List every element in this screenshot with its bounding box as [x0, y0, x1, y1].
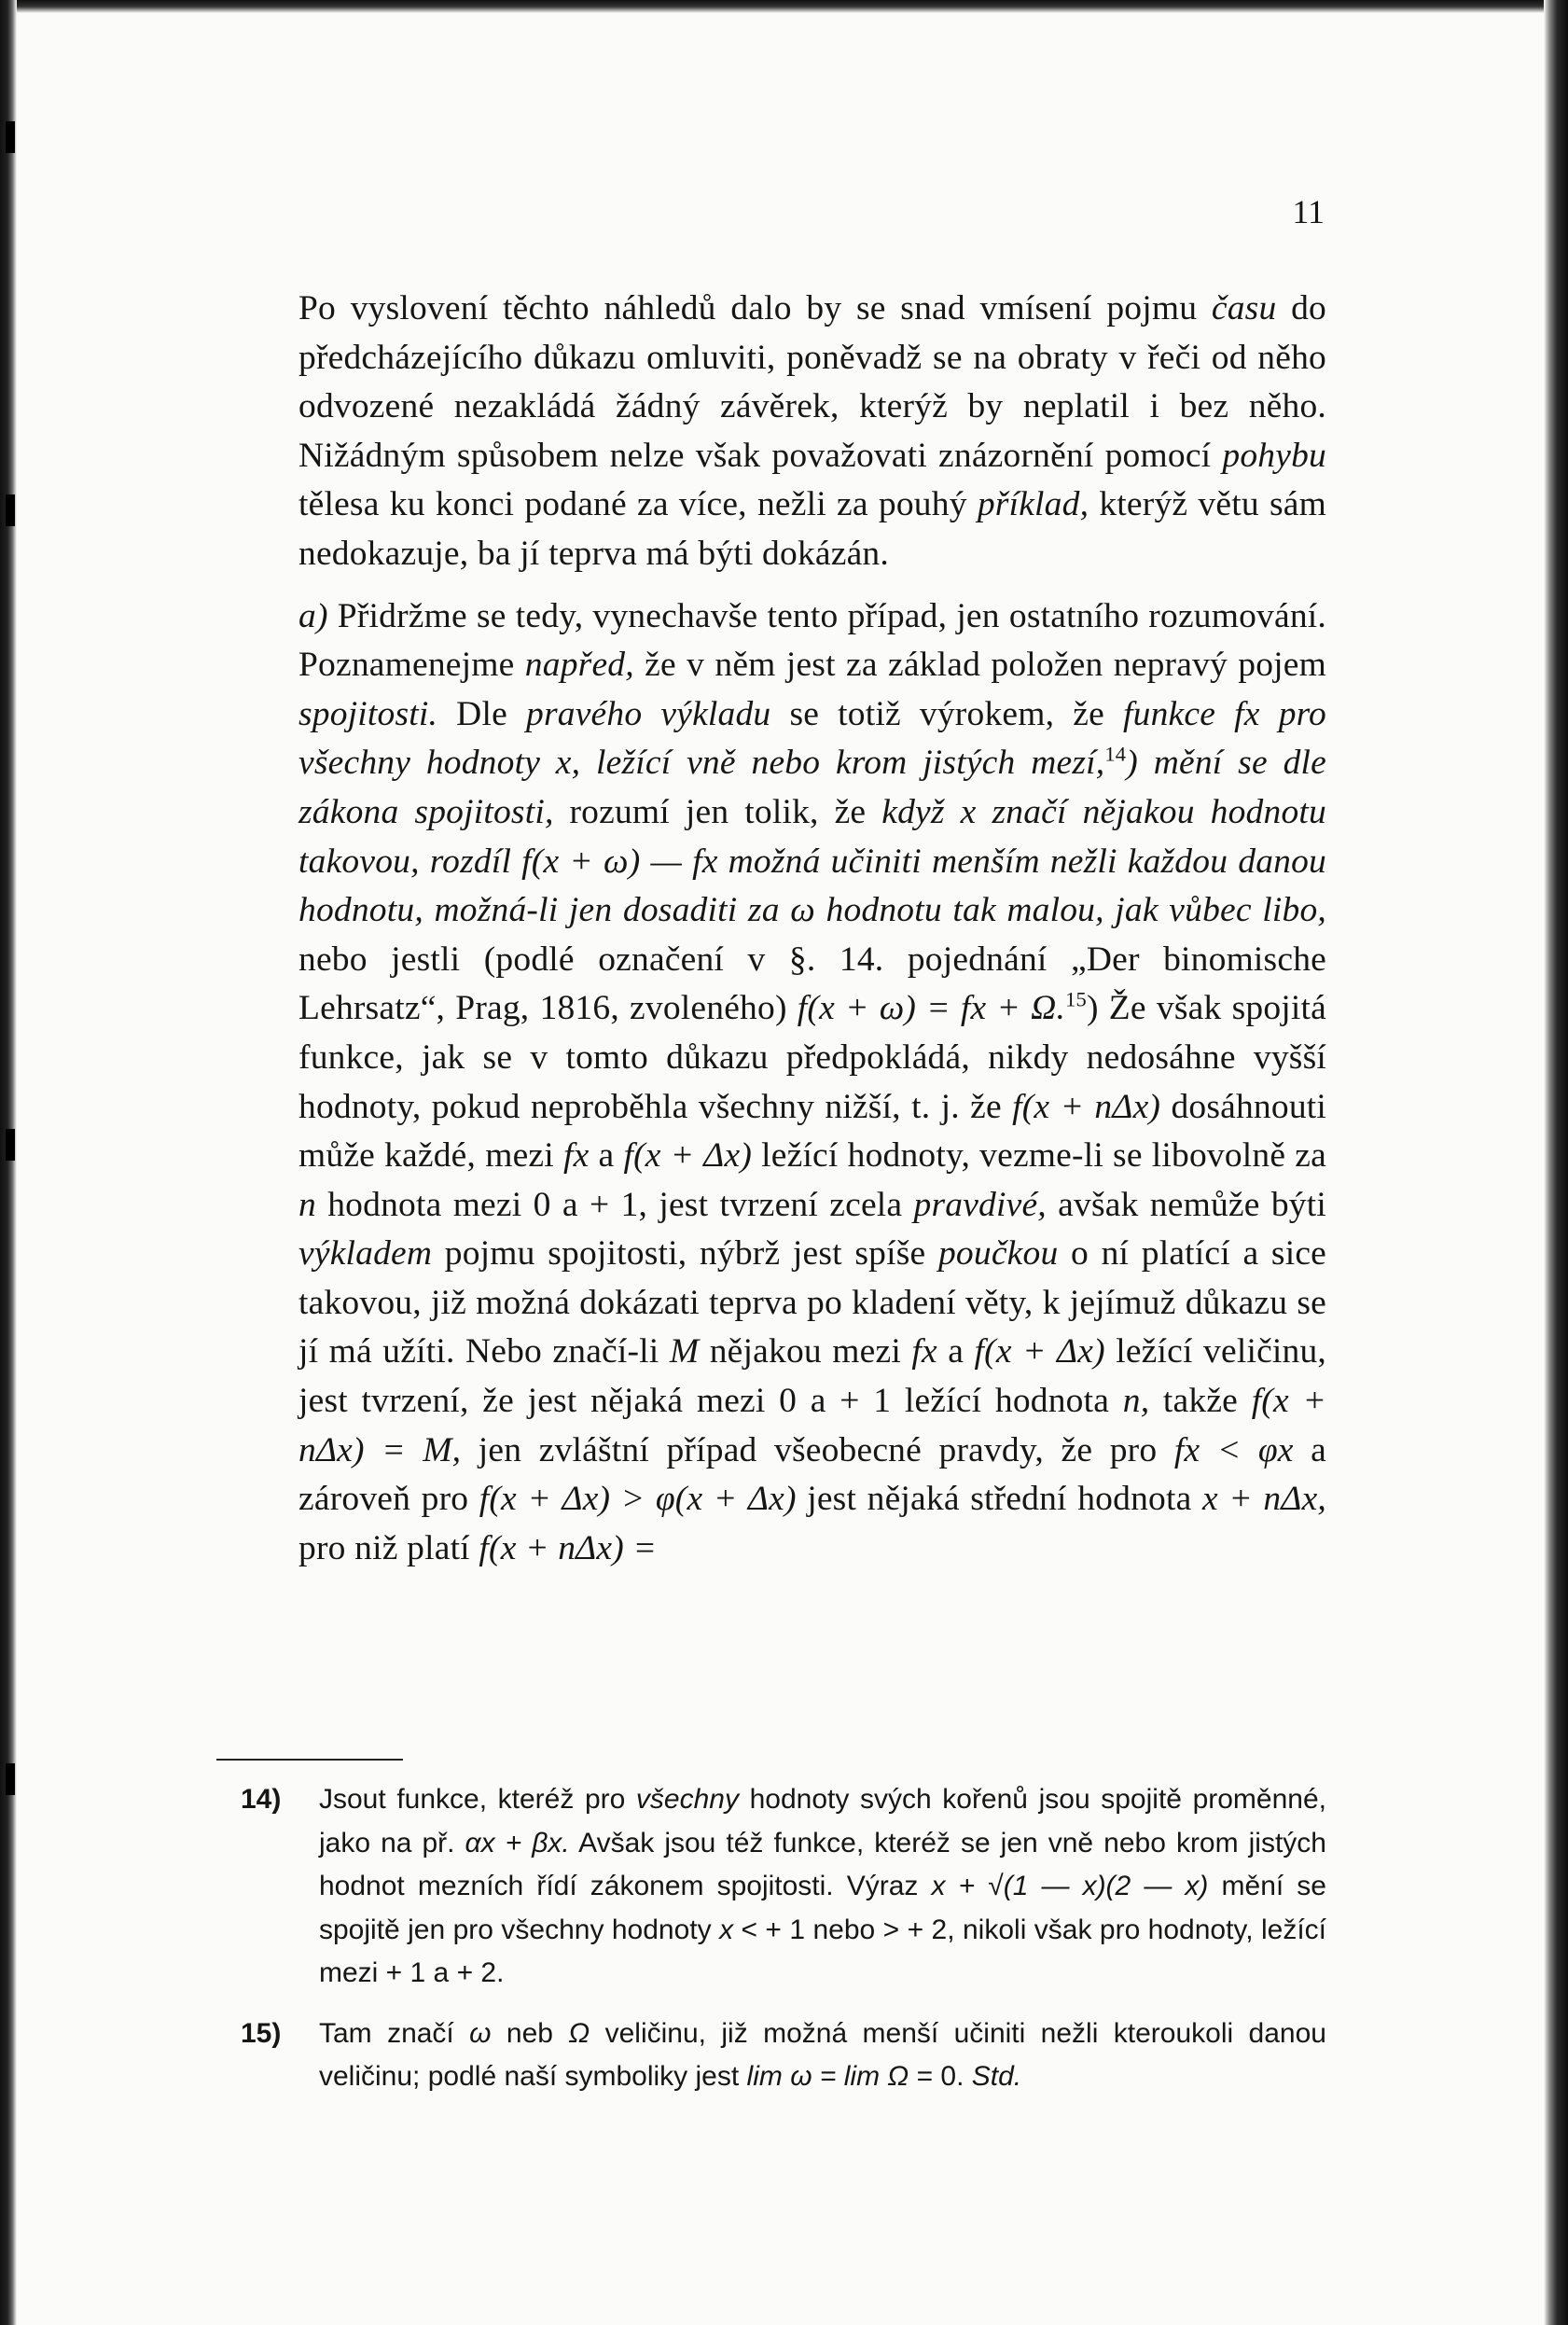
formula: fx — [911, 1332, 937, 1371]
emphasis: pravého výkladu — [526, 694, 771, 733]
main-text — [216, 285, 1326, 1573]
formula: n — [298, 1185, 316, 1224]
text-span: Dle — [437, 694, 527, 733]
formula: f(x + nΔx) = — [479, 1528, 657, 1567]
emphasis: pravdivé, — [913, 1185, 1047, 1224]
emphasis: pohybu — [1222, 436, 1326, 475]
emphasis: když x značí nějakou hodnotu takovou, rozdíl f(x + ω) — fx možná učiniti menším nežli každou danou hodnotu, možná-li jen dosaditi za ω hodnotu tak malou, jak vůbec libo, — [298, 792, 1326, 930]
text-span: pro niž platí — [298, 1528, 479, 1567]
formula: f(x + ω) = fx + Ω. — [797, 989, 1066, 1028]
scan-edge-top — [0, 0, 1568, 13]
text-span: a — [937, 1332, 975, 1371]
text-span: dosáhnouti může každé, mezi — [298, 1087, 1327, 1176]
text-span: a zároveň pro — [298, 1430, 1327, 1519]
emphasis: příklad, — [977, 485, 1089, 524]
text-span: Přidržme se tedy, vynechavše tento případ, jen ostatního rozumování. Poznamenejme — [298, 596, 1326, 685]
text-span: že v něm jest za základ položen nepravý pojem — [633, 646, 1327, 685]
emphasis: ) mění se dle zákona spojitosti, — [298, 744, 1326, 831]
text-span: neb — [491, 2017, 569, 2049]
page-number: 11 — [1292, 193, 1325, 230]
footnote-14 — [241, 1778, 1326, 1996]
text-span: Jsout funkce, kteréž pro — [319, 1784, 636, 1815]
list-marker: a) — [298, 596, 328, 635]
binding-mark — [6, 1763, 15, 1795]
text-span: hodnota mezi 0 a + 1, jest tvrzení zcela — [315, 1185, 914, 1224]
binding-mark — [6, 121, 15, 153]
emphasis: Std. — [971, 2061, 1022, 2092]
emphasis: času — [1211, 289, 1277, 327]
text-span: jest nějaká střední hodnota — [796, 1480, 1202, 1519]
formula: x + √(1 — x)(2 — x) — [931, 1871, 1209, 1901]
text-span: ) Že však spojitá funkce, jak se v tomto důkazu předpokládá, nikdy nedosáhne vyšší hodnoty, pokud neproběhla všechny nižší, t. j. že — [298, 989, 1326, 1126]
footnote-mark: 14) — [241, 1784, 282, 1815]
formula: x — [719, 1914, 734, 1945]
formula: x + nΔx, — [1201, 1480, 1327, 1519]
scan-edge-left — [0, 0, 17, 2325]
text-span: = 0. — [909, 2061, 972, 2092]
text-span: avšak nemůže býti — [1046, 1185, 1326, 1224]
text-span: hodnoty svých kořenů jsou spojitě proměnné, jako na př. — [319, 1784, 1326, 1859]
formula: Ω — [568, 2017, 590, 2049]
formula: f(x + nΔx) = M, — [298, 1382, 1326, 1469]
scan-edge-right — [1544, 0, 1568, 2325]
footnotes — [241, 1778, 1326, 2116]
text-span: kterýž větu sám nedokazuje, ba jí teprva má býti dokázán. — [298, 485, 1326, 573]
paragraph-1 — [216, 285, 1326, 579]
text-span: nebo jestli (podlé označení v §. 14. pojednání „Der binomische Lehrsatz“, Prag, 1816, zvoleného) — [298, 940, 1326, 1028]
formula: f(x + Δx) — [974, 1332, 1105, 1371]
text-span: pojmu spojitosti, nýbrž jest spíše — [432, 1234, 938, 1274]
footnote-15 — [241, 2012, 1326, 2099]
text-span: o ní platící a sice takovou, již možná dokázati teprva po kladení věty, k jejímuž důkazu se jí má užíti. Nebo značí-li — [298, 1234, 1327, 1371]
text-span: mění se spojitě jen pro všechny hodnoty — [319, 1871, 1326, 1945]
text-span: Tam značí — [319, 2017, 470, 2049]
emphasis: spojitosti. — [298, 694, 438, 733]
formula: fx — [562, 1136, 590, 1176]
text-span: Avšak jsou též funkce, kteréž se jen vně nebo krom jistých hodnot mezních řídí zákonem spojitosti. Výraz — [319, 1827, 1326, 1901]
formula: lim ω = lim Ω — [746, 2061, 909, 2092]
text-span: se totiž výrokem, že — [770, 694, 1124, 733]
text-span: jen zvláštní případ všeobecné pravdy, že pro — [461, 1430, 1174, 1469]
text-span: ležící veličinu, jest tvrzení, že jest nějaká mezi 0 a + 1 ležící hodnota — [298, 1332, 1327, 1421]
footnote-divider — [216, 1759, 403, 1761]
formula: f(x + nΔx) — [1012, 1087, 1161, 1126]
text-span: Po vyslovení těchto náhledů dalo by se snad vmísení pojmu — [298, 289, 1212, 327]
binding-mark — [6, 1129, 15, 1161]
formula: f(x + Δx) > φ(x + Δx) — [479, 1480, 797, 1519]
formula: ω — [469, 2017, 492, 2049]
emphasis: všechny — [635, 1784, 739, 1815]
emphasis: poučkou — [937, 1234, 1059, 1274]
text-span: veličinu, již možná menší učiniti nežli kteroukoli danou veličinu; podlé naší symboliky jest — [319, 2017, 1326, 2092]
footnote-ref-14[interactable]: 14 — [1104, 742, 1127, 766]
text-span: < + 1 nebo > + 2, nikoli však pro hodnoty, ležící mezi + 1 a + 2. — [319, 1914, 1326, 1988]
formula: αx + βx. — [465, 1827, 570, 1859]
formula: M — [669, 1332, 700, 1371]
footnote-ref-15[interactable]: 15 — [1065, 987, 1087, 1011]
formula: f(x + Δx) — [623, 1136, 753, 1176]
text-span: nějakou mezi — [699, 1332, 912, 1371]
text-span: a — [589, 1136, 624, 1176]
text-span: ležící hodnoty, vezme-li se libovolně za — [752, 1136, 1326, 1176]
text-span: tělesa ku konci podané za více, nežli za pouhý — [298, 485, 978, 524]
formula: n, — [1122, 1382, 1150, 1421]
formula: fx < φx — [1173, 1430, 1294, 1469]
emphasis: napřed, — [524, 646, 634, 685]
footnote-mark: 15) — [241, 2017, 282, 2049]
emphasis: funkce fx pro všechny hodnoty x, ležící vně nebo krom jistých mezí, — [298, 694, 1327, 783]
text-span: takže — [1149, 1382, 1252, 1421]
emphasis: výkladem — [298, 1234, 433, 1274]
text-span: rozumí jen tolik, že — [553, 792, 882, 831]
paragraph-2 — [216, 592, 1326, 1574]
text-span: do předcházejícího důkazu omluviti, poněvadž se na obraty v řeči od něho odvozené nezakládá žádný závěrek, kterýž by neplatil i bez něho. Nižádným spůsobem nelze však považovati znázornění pomocí — [298, 289, 1326, 475]
binding-mark — [6, 494, 15, 526]
